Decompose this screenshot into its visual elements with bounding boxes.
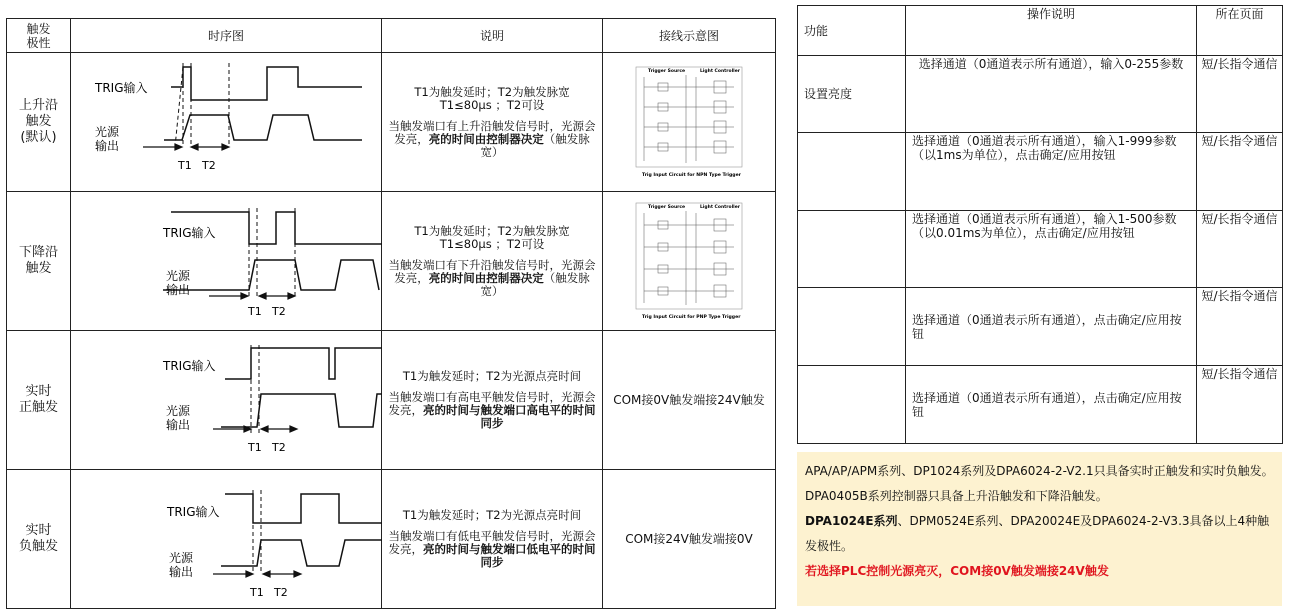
page-cell: 短/长指令通信 — [1197, 211, 1283, 288]
t1-label: T1 — [250, 586, 264, 599]
description-rising: T1为触发延时；T2为触发脉宽 T1≤80μs ；T2可设 当触发端口有上升沿触发信号时，光源会发亮，亮的时间由控制器决定（触发脉宽） — [382, 53, 603, 192]
header-timing: 时序图 — [71, 19, 382, 53]
t1-label: T1 — [178, 159, 192, 172]
table-row — [7, 470, 776, 609]
header-function: 功能 — [798, 6, 906, 56]
polarity-realtime-positive: 实时 正触发 — [7, 331, 71, 470]
table-row — [798, 211, 1283, 288]
svg-text:Light Controller: Light Controller — [700, 205, 740, 210]
table-row — [798, 366, 1283, 444]
function-cell — [798, 366, 906, 444]
note-line-3: DPA1024E系列、DPM0524E系列、DPA20024E及DPA6024-2-V3.3具备以上4种触发极性。 — [805, 514, 1270, 553]
operation-cell: 选择通道（0通道表示所有通道），输入1-500参数（以0.01ms为单位），点击确定/应用按钮 — [906, 211, 1197, 288]
svg-text:Light Controller: Light Controller — [700, 69, 740, 74]
operation-cell: 选择通道（0通道表示所有通道），点击确定/应用按钮 — [906, 366, 1197, 444]
svg-text:Trigger Source: Trigger Source — [648, 205, 686, 210]
timing-diagram-falling — [71, 192, 382, 331]
t1-label: T1 — [248, 305, 262, 318]
note-plc-warning: 若选择PLC控制光源亮灭，COM接0V触发端接24V触发 — [805, 564, 1109, 578]
svg-text:Trig Input Circuit for PNP Typ: Trig Input Circuit for PNP Type Trigger — [642, 315, 741, 320]
svg-text:Trig Input Circuit for NPN Typ: Trig Input Circuit for NPN Type Trigger — [642, 173, 741, 178]
t2-label: T2 — [274, 586, 288, 599]
trig-input-label: TRIG输入 — [167, 505, 220, 519]
t2-label: T2 — [202, 159, 216, 172]
description-realtime-positive: T1为触发延时；T2为光源点亮时间 当触发端口有高电平触发信号时，光源会发亮，亮的时间与触发端口高电平的时间同步 — [382, 331, 603, 470]
trigger-polarity-table — [6, 18, 776, 609]
t2-label: T2 — [272, 305, 286, 318]
light-output-label-1: 光源 — [95, 125, 120, 139]
table-row — [798, 288, 1283, 366]
table-row — [798, 133, 1283, 211]
function-operation-table — [797, 5, 1283, 444]
svg-text:Trigger Source: Trigger Source — [648, 69, 686, 74]
operation-cell: 选择通道（0通道表示所有通道），输入0-255参数 — [906, 56, 1197, 133]
function-cell — [798, 288, 906, 366]
function-cell — [798, 133, 906, 211]
header-description: 说明 — [382, 19, 603, 53]
header-polarity: 触发 极性 — [7, 19, 71, 53]
page-cell: 短/长指令通信 — [1197, 288, 1283, 366]
timing-diagram-rising-svg — [71, 53, 382, 187]
page-cell: 短/长指令通信 — [1197, 133, 1283, 211]
description-falling: T1为触发延时；T2为触发脉宽 T1≤80μs ；T2可设 当触发端口有下升沿触发信号时，光源会发亮，亮的时间由控制器决定（触发脉宽） — [382, 192, 603, 331]
polarity-falling: 下降沿 触发 — [7, 192, 71, 331]
timing-diagram-realtime-positive-svg — [71, 331, 382, 465]
function-cell — [798, 211, 906, 288]
light-output-label-1: 光源 — [166, 269, 191, 283]
table-row — [7, 331, 776, 470]
trig-input-label: TRIG输入 — [95, 81, 148, 95]
trig-input-label: TRIG输入 — [163, 226, 216, 240]
wiring-realtime-positive: COM接0V触发端接24V触发 — [603, 331, 776, 470]
polarity-rising: 上升沿 触发 (默认) — [7, 53, 71, 192]
t1-label: T1 — [248, 441, 262, 454]
light-output-label-2: 输出 — [166, 283, 191, 297]
note-line-1: APA/AP/APM系列、DP1024系列及DPA6024-2-V2.1只具备实时正触发和实时负触发。 — [805, 464, 1274, 478]
light-output-label-1: 光源 — [169, 551, 194, 565]
t2-label: T2 — [272, 441, 286, 454]
operation-cell: 选择通道（0通道表示所有通道），输入1-999参数（以1ms为单位），点击确定/应用按钮 — [906, 133, 1197, 211]
pnp-circuit-thumbnail — [634, 199, 744, 323]
note-line-2: DPA0405B系列控制器只具备上升沿触发和下降沿触发。 — [805, 489, 1108, 503]
header-operation: 操作说明 — [906, 6, 1197, 56]
description-realtime-negative: T1为触发延时；T2为光源点亮时间 当触发端口有低电平触发信号时，光源会发亮，亮的时间与触发端口低电平的时间同步 — [382, 470, 603, 609]
operation-cell: 选择通道（0通道表示所有通道），点击确定/应用按钮 — [906, 288, 1197, 366]
table-row — [798, 56, 1283, 133]
trig-input-label: TRIG输入 — [163, 359, 216, 373]
wiring-diagram-npn — [603, 53, 776, 192]
light-output-label-1: 光源 — [166, 404, 191, 418]
polarity-realtime-negative: 实时 负触发 — [7, 470, 71, 609]
wiring-realtime-negative: COM接24V触发端接0V — [603, 470, 776, 609]
wiring-diagram-pnp — [603, 192, 776, 331]
light-output-label-2: 输出 — [166, 418, 191, 432]
timing-diagram-realtime-positive — [71, 331, 382, 470]
timing-diagram-realtime-negative — [71, 470, 382, 609]
light-output-label-2: 输出 — [95, 139, 120, 153]
table-row — [7, 192, 776, 331]
timing-diagram-falling-svg — [71, 192, 382, 326]
light-output-label-2: 输出 — [169, 565, 194, 579]
table-row — [7, 53, 776, 192]
timing-diagram-rising — [71, 53, 382, 192]
npn-circuit-thumbnail — [634, 63, 744, 181]
model-notes-box — [797, 452, 1282, 606]
header-page: 所在页面 — [1197, 6, 1283, 56]
page-cell: 短/长指令通信 — [1197, 366, 1283, 444]
timing-diagram-realtime-negative-svg — [71, 470, 382, 604]
page-cell: 短/长指令通信 — [1197, 56, 1283, 133]
header-wiring: 接线示意图 — [603, 19, 776, 53]
function-cell: 设置亮度 — [798, 56, 906, 133]
